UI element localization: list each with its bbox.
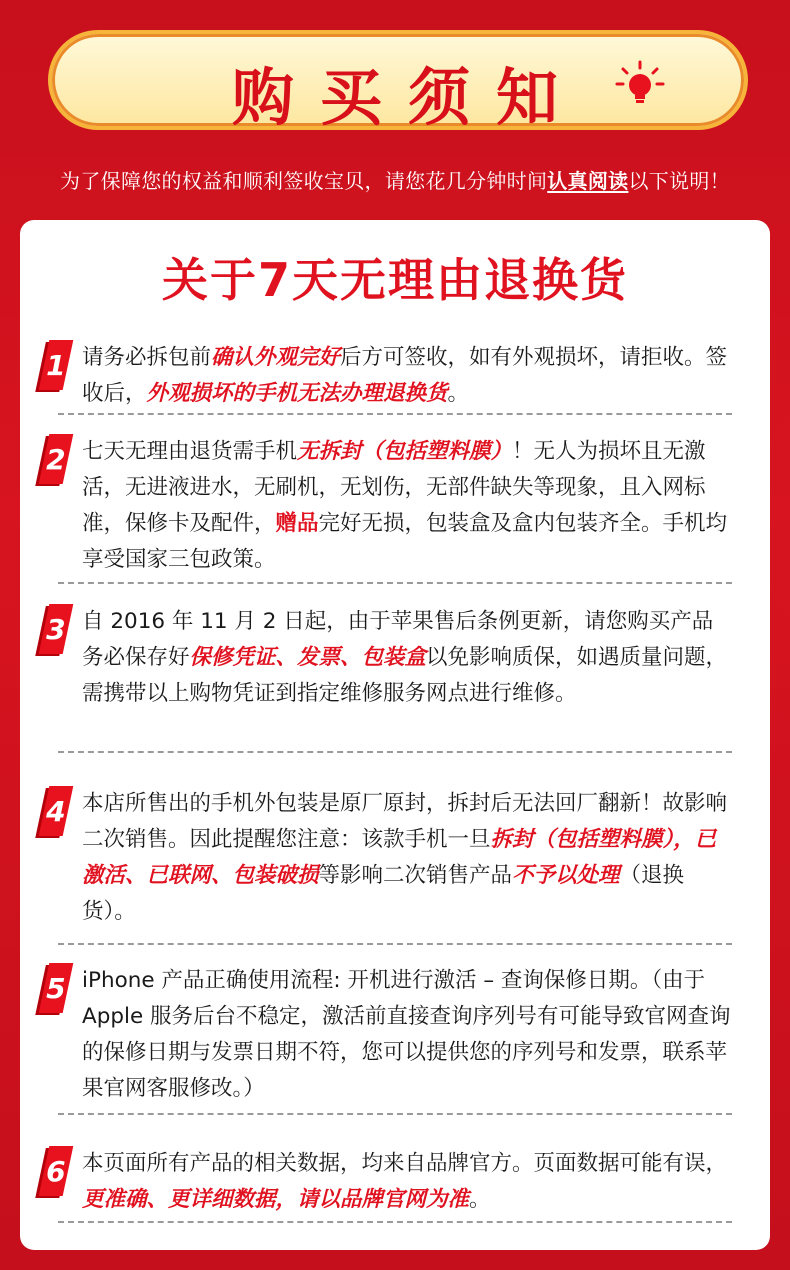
notice-item-5 bbox=[46, 963, 732, 1107]
notice-text-5: iPhone 产品正确使用流程: 开机进行激活 – 查询保修日期。（由于 Apple 服务后台不稳定，激活前直接查询序列号有可能导致官网查询的保修日期与发票日期不符，您可以提供您的序列号和发票，联系苹果官网客服修改。） bbox=[82, 968, 731, 1101]
number-badge: 6 bbox=[39, 1146, 74, 1196]
number-badge: 5 bbox=[39, 963, 74, 1013]
number-badge: 2 bbox=[39, 434, 74, 484]
notice-text-1: 请务必拆包前确认外观完好后方可签收，如有外观损坏，请拒收。签收后，外观损坏的手机无法办理退换货。 bbox=[82, 345, 728, 406]
notice-text-2: 七天无理由退货需手机无拆封（包括塑料膜）！无人为损坏且无激活，无进液进水，无刷机，无划伤，无部件缺失等现象，且入网标准，保修卡及配件，赠品完好无损，包装盒及盒内包装齐全。手机均享受国家三包政策。 bbox=[82, 439, 728, 572]
notice-item-3 bbox=[46, 604, 732, 712]
notice-item-4 bbox=[46, 786, 732, 930]
intro-suffix: 以下说明！ bbox=[628, 169, 730, 193]
notice-item-6 bbox=[46, 1146, 732, 1218]
notice-text-3: 自 2016 年 11 月 2 日起，由于苹果售后条例更新，请您购买产品务必保存好保修凭证、发票、包装盒以免影响质保，如遇质量问题，需携带以上购物凭证到指定维修服务网点进行维修。 bbox=[82, 609, 728, 706]
number-badge: 4 bbox=[39, 786, 74, 836]
divider bbox=[58, 751, 732, 753]
title-banner bbox=[48, 30, 748, 134]
lightbulb-icon bbox=[615, 60, 665, 110]
notice-card bbox=[20, 220, 770, 1250]
notice-item-2 bbox=[46, 434, 732, 578]
notice-text-6: 本页面所有产品的相关数据，均来自品牌官方。页面数据可能有误，更准确、更详细数据，请以品牌官网为准。 bbox=[82, 1151, 728, 1212]
number-badge: 3 bbox=[39, 604, 74, 654]
card-title: 关于7天无理由退换货 bbox=[161, 253, 628, 307]
notice-text-4: 本店所售出的手机外包装是原厂原封，拆封后无法回厂翻新！故影响二次销售。因此提醒您注意：该款手机一旦拆封（包括塑料膜），已激活、已联网、包装破损等影响二次销售产品不予以处理（退换货）。 bbox=[82, 791, 728, 924]
intro-text bbox=[0, 165, 790, 194]
divider bbox=[58, 1221, 732, 1223]
number-badge: 1 bbox=[39, 340, 74, 390]
notice-item-1 bbox=[46, 340, 732, 412]
page-title: 购买须知 bbox=[231, 61, 584, 134]
divider bbox=[58, 582, 732, 584]
divider bbox=[58, 943, 732, 945]
intro-prefix: 为了保障您的权益和顺利签收宝贝，请您花几分钟时间 bbox=[60, 169, 548, 193]
divider bbox=[58, 413, 732, 415]
intro-highlight: 认真阅读 bbox=[547, 169, 629, 193]
divider bbox=[58, 1113, 732, 1115]
